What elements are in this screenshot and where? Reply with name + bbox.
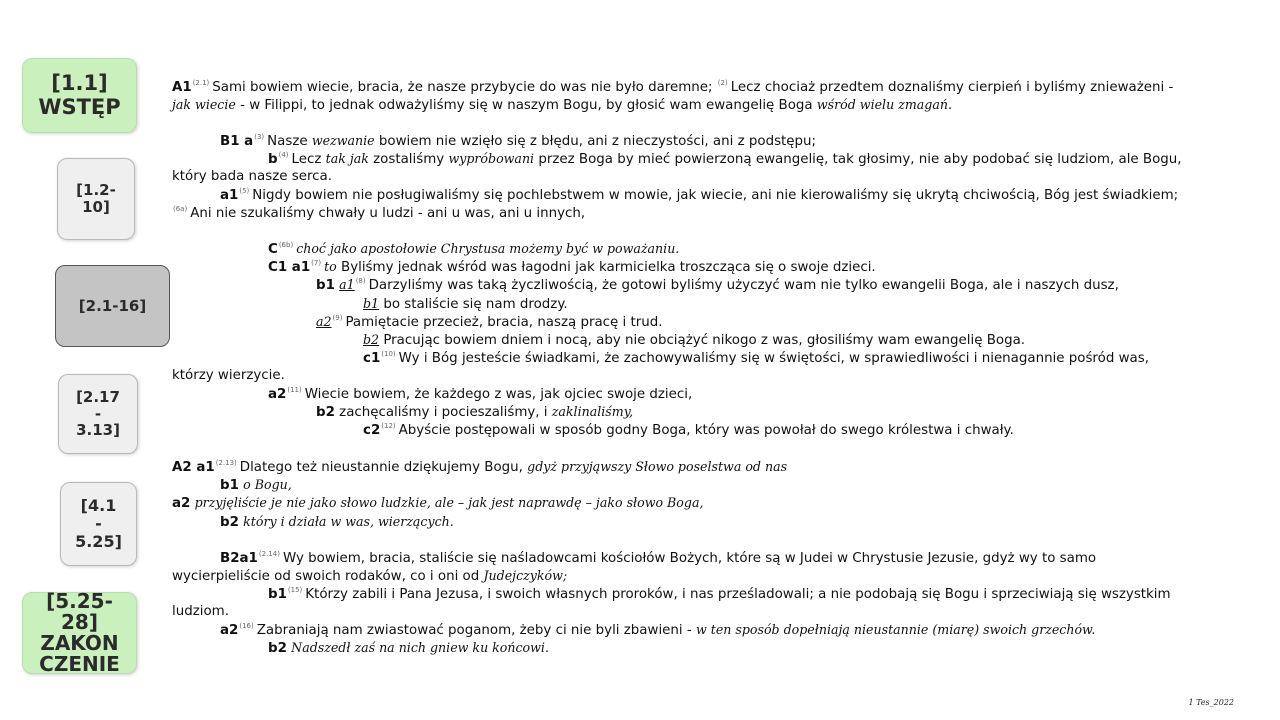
verse-number: (2.13) [215,459,237,467]
text-segment: Dlatego też nieustannie dziękujemy Bogu, [239,460,528,475]
nav-label: [5.25- [46,589,113,613]
structure-marker: B2a1 [220,551,258,566]
verse-number: (10) [381,350,396,358]
text-line [220,514,454,530]
text-line [172,205,585,221]
text-segment: Wy bowiem, bracia, staliście się naśladowcami kościołów Bożych, które są w Judei w Chrystusie Jezusie, gdyż wy to samo [282,551,1097,566]
text-line [172,79,1173,95]
nav-label: 3.13] [76,421,120,440]
verse-number: (9) [332,314,343,322]
text-line [220,477,292,493]
italic-text: w ten sposób dopełniają nieustannie (miarę) swoich grzechów. [695,622,1096,637]
structure-marker: b1 [316,278,335,293]
italic-text: zaklinaliśmy, [551,404,634,419]
text-line [268,151,1182,167]
text-segment: Lecz [291,152,326,167]
verse-number: (15) [287,586,303,594]
nav-label: WSTĘP [38,94,121,119]
italic-text: Nadszedł zaś na nich gniew ku końcowi. [291,640,549,655]
italic-text: wypróbowani [448,151,535,166]
nav-label: - [94,404,102,423]
structure-marker: c2 [363,423,381,438]
italic-text: to [324,259,337,274]
text-line [268,386,692,402]
verse-number: (4) [278,151,289,159]
nav-button-1-2-10[interactable] [57,158,135,240]
text-line [172,568,567,584]
italic-text: wśród wielu zmagań. [816,97,952,112]
text-segment: Zabraniają nam zwiastować poganom, żeby ci nie byli zbawieni - [256,623,696,638]
structure-marker: a1 [339,277,355,292]
nav-button-1-1-wstep[interactable] [22,58,137,133]
text-line [316,314,663,330]
structure-marker: C [268,242,278,257]
text-segment: Pracując bowiem dniem i nocą, aby nie obciążyć nikogo z was, głosiliśmy wam ewangelię Boga. [379,333,1026,348]
italic-text: przyjęliście je nie jako słowo ludzkie, ale – jak jest naprawdę – jako słowo Boga, [194,495,704,510]
structure-marker: C1 a1 [268,260,311,275]
text-segment: - w Filippi, to jednak odważyliśmy się w naszym Bogu, by głosić wam ewangelię Boga [235,98,817,113]
nav-button-2-1-16[interactable] [55,265,170,347]
verse-number: (6b) [278,241,294,249]
text-segment: Sami bowiem wiecie, bracia, że nasze przybycie do was nie było daremne; [212,80,717,95]
text-line [172,97,952,113]
structure-marker: B1 a [220,134,254,149]
text-line [316,277,1119,293]
text-line [363,332,1025,348]
text-segment: wycierpieliście od swoich rodaków, co i oni od [172,569,484,584]
text-segment: którzy wierzycie. [172,368,285,383]
text-line [220,133,816,149]
text-segment: bo staliście się nam drodzy. [379,297,568,312]
text-line [316,404,633,420]
text-line [268,259,876,275]
text-line [363,422,1014,438]
nav-button-4-1-5-25[interactable] [60,482,137,566]
structure-marker: A1 [172,80,192,95]
structure-marker: a1 [220,188,239,203]
text-segment: Wiecie bowiem, że każdego z was, jak ojciec swoje dzieci, [304,387,693,402]
text-segment: zostaliśmy [368,152,449,167]
text-segment: Nigdy bowiem nie posługiwaliśmy się pochlebstwem w mowie, jak wiecie, ani nie kierowaliśmy się ukrytą chciwością, Bóg jest świadkiem; [252,188,1179,203]
nav-label: 10] [82,198,110,216]
text-segment: zachęcaliśmy i pocieszaliśmy, i [334,405,552,420]
text-segment: który bada nasze serca. [172,169,332,184]
structure-marker: b2 [220,515,239,530]
verse-number: (3) [254,133,265,141]
structure-marker: b1 [363,296,380,311]
structure-marker: a2 [172,496,191,511]
nav-label: ZAKON [40,631,119,655]
structure-marker: a2 [268,387,287,402]
verse-number: (11) [287,386,302,394]
verse-number: (8) [355,277,366,285]
structure-marker: b2 [316,405,335,420]
text-line [172,368,285,383]
text-line [172,169,332,184]
text-segment: Darzyliśmy was taką życzliwością, że gotowi byliśmy użyczyć wam nie tylko ewangelii Boga, ale i naszych dusz, [368,278,1119,293]
text-line [172,495,703,511]
nav-label: 5.25] [75,531,122,551]
structure-marker: A2 a1 [172,460,215,475]
nav-label: [1.2- [76,181,116,200]
text-segment: Byliśmy jednak wśród was łagodni jak karmicielka troszcząca się o swoje dzieci. [336,260,876,275]
text-segment: Wy i Bóg jesteście świadkami, że zachowywaliśmy się w świętości, w sprawiedliwości i nienagannie pośród was, [398,351,1149,366]
verse-number: (12) [381,422,396,430]
text-line [363,350,1149,366]
text-line [268,640,549,656]
text-line [220,187,1178,203]
nav-label: [4.1 [80,496,117,516]
footer-label: 1 Tes_2022 [1188,698,1234,707]
text-line [220,550,1096,566]
italic-text: choć jako apostołowie Chrystusa możemy być w poważaniu. [296,241,680,256]
verse-number: (2) [717,79,728,87]
text-segment: Którzy zabili i Pana Jezusa, i swoich własnych proroków, i nas prześladowali; a nie podobają się Bogu i sprzeciwiają się wszystkim [305,587,1171,602]
italic-text: Judejczyków; [483,568,568,583]
structure-marker: a2 [220,623,239,638]
italic-text: o Bogu, [243,477,292,492]
nav-button-5-25-28-zakonczenie[interactable] [22,589,137,676]
nav-label: [2.1-16] [78,296,147,315]
verse-number: (2.1) [192,79,210,87]
structure-marker: c1 [363,351,381,366]
verse-number: (2.14) [258,550,280,558]
structure-marker: b1 [268,587,287,602]
text-segment: bowiem nie wzięło się z błędu, ani z nieczystości, ani z podstępu; [374,134,817,149]
text-segment: Nasze [267,134,312,149]
nav-label: CZENIE [39,652,120,676]
nav-label: - [95,514,102,534]
text-line [172,604,229,619]
italic-text: gdyż przyjąwszy Słowo poselstwa od nas [527,459,788,474]
structure-marker: a2 [316,314,332,329]
structure-marker: b [268,152,278,167]
structure-marker: b2 [268,641,287,656]
italic-text: który i działa w was, wierzących. [243,514,454,529]
text-segment: Ani nie szukaliśmy chwały u ludzi - ani u was, ani u innych, [190,206,586,221]
nav-label: [1.1] [51,70,108,95]
structure-marker: b2 [363,332,380,347]
verse-number: (16) [239,622,254,630]
text-segment: Pamiętacie przecież, bracia, naszą pracę i trud. [345,315,663,330]
text-line [268,241,679,257]
text-segment: Lecz chociaż przedtem doznaliśmy cierpień i byliśmy znieważeni - [730,80,1174,95]
text-segment: Abyście postępowali w sposób godny Boga, który was powołał do swego królestwa i chwały. [398,423,1014,438]
italic-text: jak wiecie [172,97,236,112]
verse-number: (5) [239,187,250,195]
verse-number: (6a) [173,205,188,213]
nav-label: 28] [61,610,98,634]
italic-text: tak jak [325,151,369,166]
nav-label: [2.17 [76,387,120,406]
text-segment: ludziom. [172,604,229,619]
text-line [172,459,787,475]
italic-text: wezwanie [311,133,375,148]
text-line [363,296,568,312]
verse-number: (7) [311,259,322,267]
structure-marker: b1 [220,478,239,493]
text-segment: przez Boga by mieć powierzoną ewangelię, tak głosimy, nie aby podobać się ludziom, ale Bogu, [534,152,1182,167]
text-line [220,622,1095,638]
text-line [268,586,1171,602]
nav-button-2-17-3-13[interactable] [58,374,138,454]
